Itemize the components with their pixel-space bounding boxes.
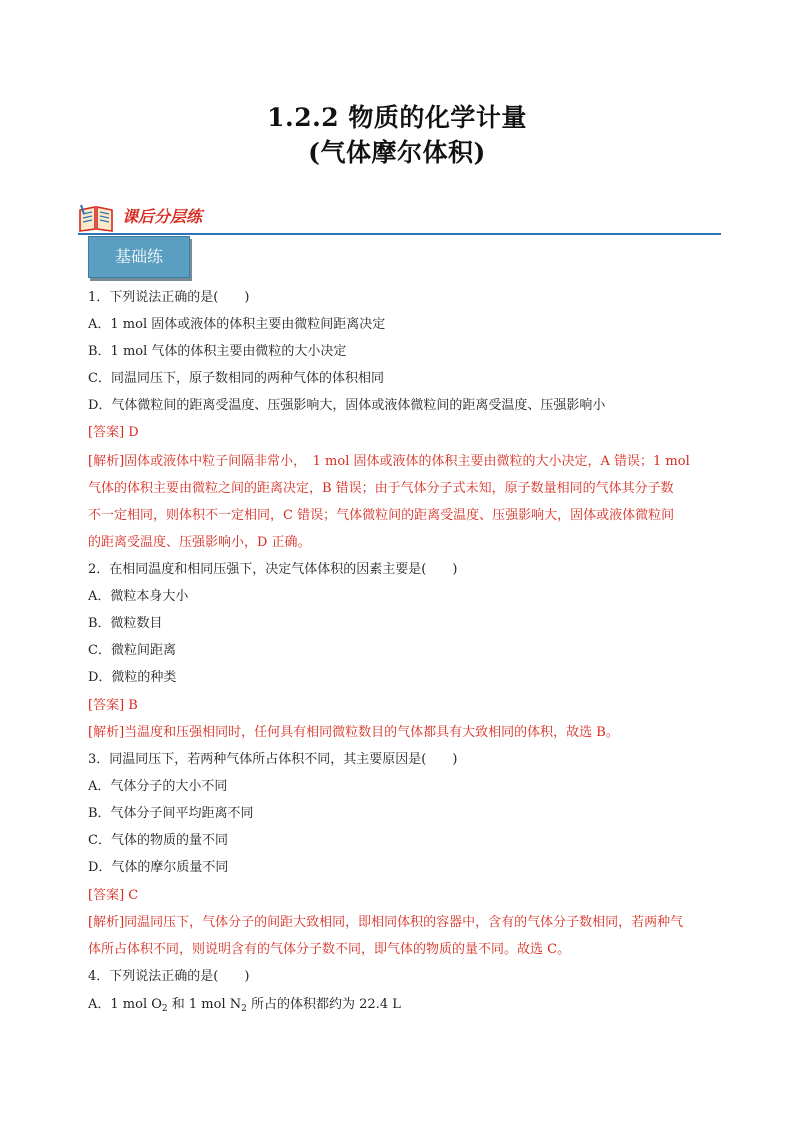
question-2-answer: [答案] B	[88, 698, 138, 713]
section-title: 课后分层练	[122, 207, 203, 226]
question-3-option-a: A．气体分子的大小不同	[88, 779, 228, 794]
question-4-option-a	[88, 996, 401, 1018]
page-subtitle: (气体摩尔体积)	[308, 138, 486, 167]
question-1-explanation-line-1: [解析]固体或液体中粒子间隔非常小， 1 mol 固体或液体的体积主要由微粒的大小决定，A 错误；1 mol	[88, 454, 690, 469]
question-3-explanation-line-2: 体所占体积不同，则说明含有的气体分子数不同，即气体的物质的量不同。故选 C。	[88, 942, 571, 957]
subscript: 2	[161, 1004, 168, 1014]
question-2-option-c: C．微粒间距离	[88, 643, 176, 658]
section-banner	[78, 200, 721, 236]
question-1-explanation-line-4: 的距离受温度、压强影响小，D 正确。	[88, 535, 311, 550]
question-2-option-b: B．微粒数目	[88, 616, 163, 631]
question-1-explanation-line-3: 不一定相同，则体积不一定相同，C 错误；气体微粒间的距离受温度、压强影响大，固体或液体微粒间	[88, 508, 675, 523]
question-1-explanation-line-2: 气体的体积主要由微粒之间的距离决定，B 错误；由于气体分子式未知，原子数量相同的气体其分子数	[88, 481, 674, 496]
question-4-option-a-part-2: 和 1 mol N	[167, 997, 242, 1012]
question-1-option-d: D．气体微粒间的距离受温度、压强影响大，固体或液体微粒间的距离受温度、压强影响小	[88, 398, 606, 413]
question-3-option-c: C．气体的物质的量不同	[88, 833, 228, 848]
question-2-explanation-line-1: [解析]当温度和压强相同时，任何具有相同微粒数目的气体都具有大致相同的体积，故选 B。	[88, 725, 619, 740]
question-2-option-d: D．微粒的种类	[88, 670, 177, 685]
question-2-option-a: A．微粒本身大小	[88, 589, 189, 604]
question-1-answer: [答案] D	[88, 425, 139, 440]
question-4-stem: 4．下列说法正确的是( )	[88, 969, 250, 984]
level-label: 基础练	[88, 236, 190, 278]
question-2-stem: 2．在相同温度和相同压强下，决定气体体积的因素主要是( )	[88, 562, 458, 577]
question-3-option-b: B．气体分子间平均距离不同	[88, 806, 254, 821]
question-1-option-b: B．1 mol 气体的体积主要由微粒的大小决定	[88, 344, 347, 359]
page-title: 1.2.2 物质的化学计量	[267, 103, 527, 132]
question-4-option-a-part-1: A．1 mol O	[88, 997, 162, 1012]
section-divider	[78, 233, 721, 235]
question-1-option-c: C．同温同压下，原子数相同的两种气体的体积相同	[88, 371, 384, 386]
question-1-stem: 1．下列说法正确的是( )	[88, 290, 250, 305]
question-3-explanation-line-1: [解析]同温同压下，气体分子的间距大致相同，即相同体积的容器中，含有的气体分子数相同，若两种气	[88, 915, 684, 930]
question-3-answer: [答案] C	[88, 888, 139, 903]
question-4-option-a-part-3: 所占的体积都约为 22.4 L	[246, 997, 401, 1012]
question-3-option-d: D．气体的摩尔质量不同	[88, 860, 229, 875]
question-3-stem: 3．同温同压下，若两种气体所占体积不同，其主要原因是( )	[88, 752, 458, 767]
book-icon	[78, 204, 114, 232]
subscript: 2	[241, 1004, 247, 1014]
question-1-option-a: A．1 mol 固体或液体的体积主要由微粒间距离决定	[88, 317, 386, 332]
